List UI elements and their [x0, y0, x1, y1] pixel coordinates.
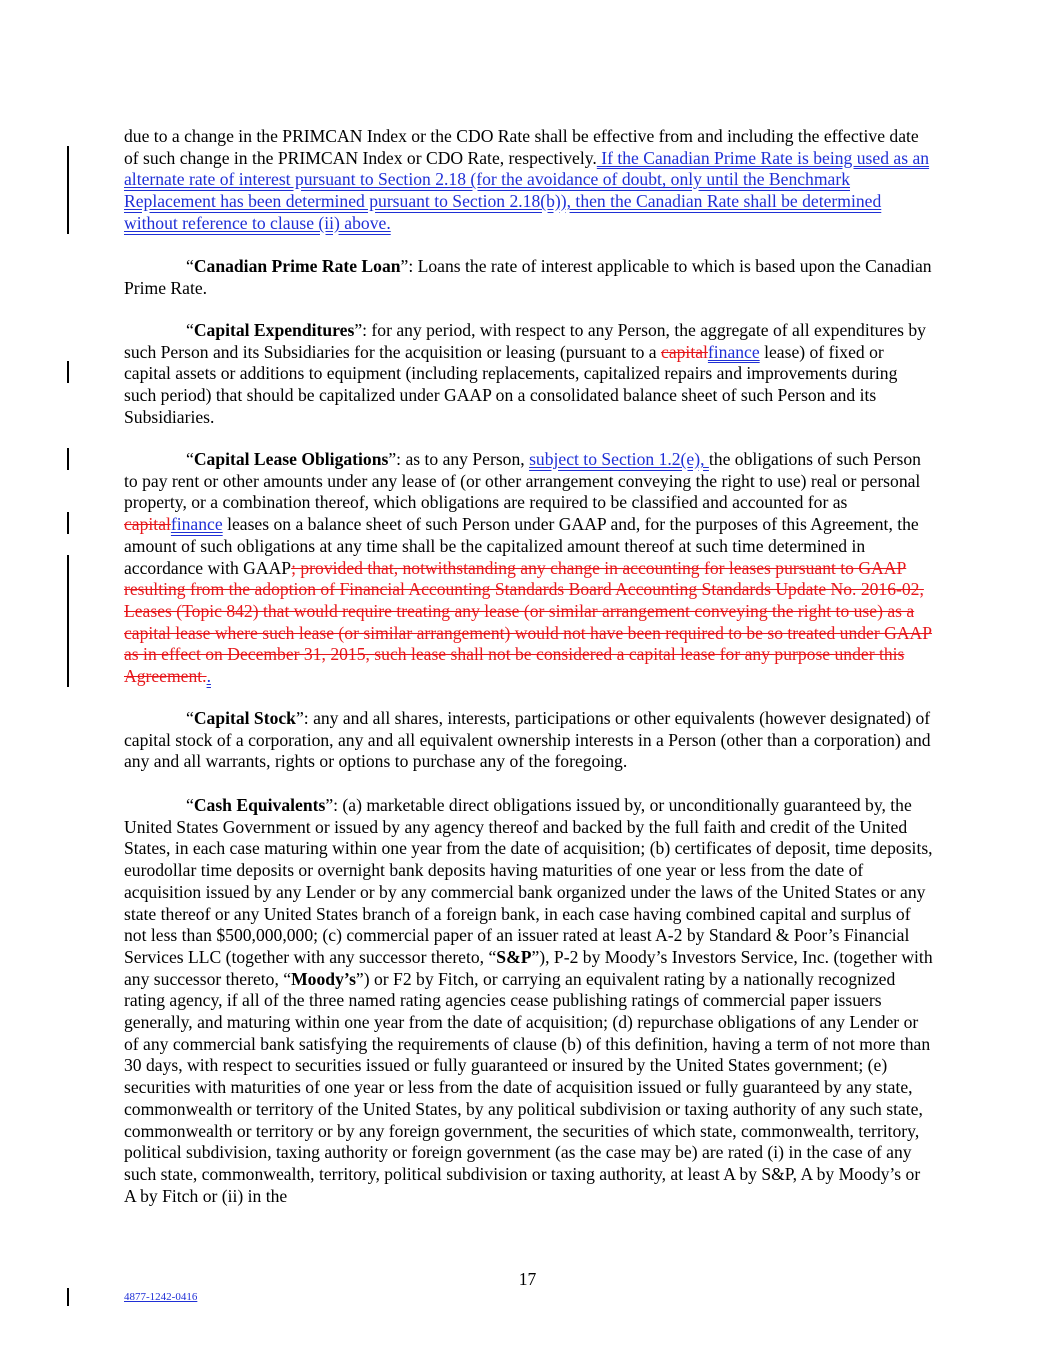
paragraph-continuation	[124, 126, 934, 235]
open-quote: “	[186, 449, 194, 469]
change-bar	[67, 448, 69, 470]
definition-cash-equivalents	[124, 795, 934, 1207]
change-bar	[67, 146, 69, 234]
document-id: 4877-1242-0416	[124, 1291, 198, 1303]
inserted-text: finance	[170, 514, 223, 535]
change-bar	[67, 361, 69, 383]
definition-text: the obligations of such Person to pay rent or other amounts under any lease of (or other arrangement conveying the right to use) real or personal property, or a combination thereof, which obligations are required to be classified and accounted for as	[124, 449, 921, 513]
definition-canadian-prime-rate-loan	[124, 256, 934, 299]
body-text: due to a change in the PRIMCAN Index or the CDO Rate shall be effective from and including the effective date of such change in the PRIMCAN Index or CDO Rate, respectively.	[124, 126, 919, 168]
defined-term: S&P	[496, 946, 532, 967]
defined-term: Canadian Prime Rate Loan	[193, 256, 401, 276]
definition-text: ”), P-2 by Moody’s Investors Service, Inc. (together with any successor thereto, “	[124, 946, 933, 989]
inserted-text: finance	[707, 341, 760, 362]
change-bar	[67, 512, 69, 534]
defined-term: Cash Equivalents	[193, 795, 326, 815]
inserted-text: subject to Section 1.2(e),	[529, 449, 709, 469]
definition-capital-expenditures	[124, 320, 934, 429]
defined-term: Capital Expenditures	[193, 320, 355, 340]
definition-text: ”: for any period, with respect to any Person, the aggregate of all expenditures by such Person and its Subsidiaries for the acquisition or leasing (pursuant to a	[124, 320, 926, 362]
definition-text: lease) of fixed or capital assets or additions to equipment (including replacements, capitalized repairs and improvements during such period) that should be capitalized under GAAP on a consolidated balance sheet of such Person and its Subsidiaries.	[124, 341, 898, 427]
defined-term: Capital Lease Obligations	[193, 449, 389, 469]
open-quote: “	[186, 320, 194, 340]
open-quote: “	[186, 795, 194, 815]
open-quote: “	[186, 708, 194, 728]
defined-term: Moody’s	[291, 968, 356, 989]
deleted-text: capital	[124, 514, 171, 535]
definition-text: leases on a balance sheet of such Person under GAAP and, for the purposes of this Agreement, the amount of such obligations at any time shall be the capitalized amount thereof at such time determined in accordance with GAAP	[124, 514, 919, 578]
definition-text: ”: Loans the rate of interest applicable to which is based upon the Canadian Prime Rate.	[124, 256, 932, 298]
definition-text: ”: any and all shares, interests, participations or other equivalents (however designated) of capital stock of a corporation, any and all equivalent ownership interests in a Person (other than a corporation) and any and all warrants, rights or options to purchase any of the foregoing.	[124, 708, 931, 772]
change-bar	[67, 555, 69, 687]
definition-text: ”: (a) marketable direct obligations issued by, or unconditionally guaranteed by, the United States Government or issued by any agency thereof and backed by the full faith and credit of the United States, in each case maturing within one year from the date of acquisition; (b) certificates of deposit, time deposits, eurodollar time deposits or overnight bank deposits having maturities of one year or less from the date of acquisition issued by any Lender or by any commercial bank organized under the laws of the United States or any state thereof or any United States branch of a foreign bank, in each case having combined capital and surplus of not less than $500,000,000; (c) commercial paper of an issuer rated at least A-2 by Standard & Poor’s Financial Services LLC (together with any successor thereto, “	[124, 795, 933, 967]
definition-capital-lease-obligations	[124, 449, 934, 688]
deleted-text: capital	[661, 341, 708, 362]
definition-capital-stock	[124, 708, 934, 773]
definition-text: ”: as to any Person,	[388, 449, 530, 469]
open-quote: “	[186, 256, 194, 276]
inserted-text: .	[206, 666, 211, 687]
inserted-text: If the Canadian Prime Rate is being used as an alternate rate of interest pursuant to Section 2.18 (for the avoidance of doubt, only until the Benchmark Replacement has been determined pursuant to Section 2.18(b)), then the Canadian Rate shall be determined without reference to clause (ii) above.	[124, 147, 930, 233]
deleted-text: ; provided that, notwithstanding any change in accounting for leases pursuant to GAAP resulting from the adoption of Financial Accounting Standards Board Accounting Standards Update No. 2016-02, Leases (Topic 842) that would require treating any lease (or similar arrangement conveying the right to use) as a capital lease where such lease (or similar arrangement) would not have been required to be so treated under GAAP as in effect on December 31, 2015, such lease shall not be considered a capital lease for any purpose under this Agreement.	[124, 557, 933, 687]
defined-term: Capital Stock	[193, 708, 296, 728]
definition-text: ”) or F2 by Fitch, or carrying an equivalent rating by a nationally recognized rating agency, if all of the three named rating agencies cease publishing ratings of commercial paper issuers generally, and maturing within one year from the date of acquisition; (d) repurchase obligations of any Lender or of any commercial bank satisfying the requirements of clause (b) of this definition, having a term of not more than 30 days, with respect to securities issued or fully guaranteed or insured by the United States government; (e) securities with maturities of one year or less from the date of acquisition issued or fully guaranteed by any state, commonwealth or territory of the United States, by any political subdivision or taxing authority of any such state, commonwealth or territory or by any foreign government, the securities of which state, commonwealth, territory, political subdivision, taxing authority or foreign government (as the case may be) are rated (i) in the case of any such state, commonwealth, territory, political subdivision or taxing authority, at least A by S&P, A by Moody’s or A by Fitch or (ii) in the	[124, 968, 931, 1206]
page-number: 17	[518, 1269, 537, 1289]
